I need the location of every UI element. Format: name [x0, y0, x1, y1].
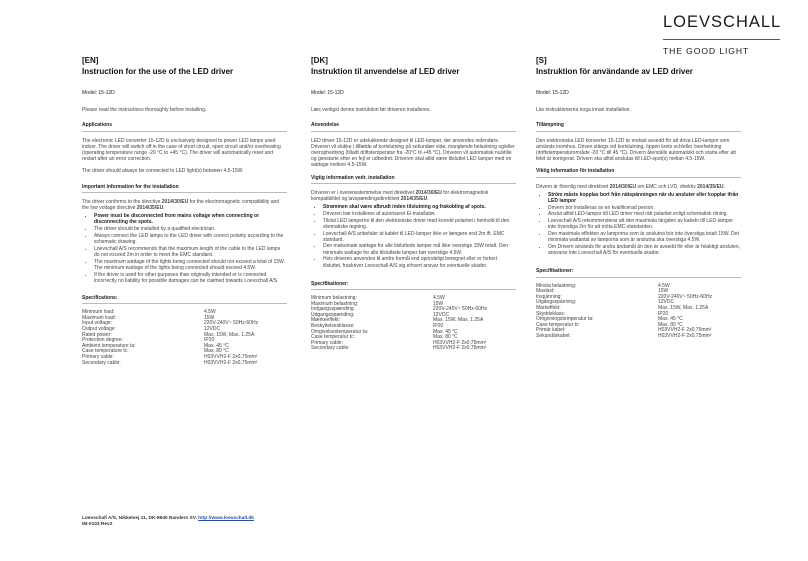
- directive-text: Drivern är förenlig med direktivet 2014/30/EU om EMC och LVD, direktiv 2014/35/EU.: [536, 183, 725, 190]
- language-code: [EN]: [82, 56, 99, 65]
- table-row: Primary cable: H03VVH2-F 2x0,75mm²: [311, 339, 487, 346]
- divider: [536, 177, 741, 178]
- table-row: Maximum belastning: 15W: [311, 300, 444, 307]
- table-row: Minimum belastning: 4.5W: [311, 294, 445, 301]
- model-number: Model: 15-12D: [82, 90, 115, 96]
- column-dk: [311, 56, 516, 352]
- divider: [82, 131, 287, 132]
- list-item: • Power must be disconnected from mains voltage when connecting or disconnecting the spots.: [94, 213, 287, 225]
- applications-heading: Applications: [82, 122, 113, 129]
- table-row: Minimum load: 4.5W: [82, 309, 216, 316]
- table-row: Inspänning: 220V-240V~ 50Hz-60Hz: [536, 293, 713, 300]
- specifications-table: [536, 284, 712, 340]
- table-row: Primary cable: H03VVH2-F 2x0,75mm²: [82, 353, 258, 360]
- specifications-heading: Specifications:: [82, 294, 118, 301]
- specifications-table: [311, 296, 487, 352]
- list-item: • Loevschall A/S recommends that the maximum length of the cable to the LED lamps do not exceed 2m in order to meet the EMC standard.: [94, 246, 287, 258]
- divider: [82, 303, 287, 304]
- section-title: Instruktion til anvendelse af LED driver: [311, 67, 460, 76]
- list-item: • Loevschall A/S anbefaler at kablet til LED-lamper ikke er længere end 2m ift. EMC standard.: [323, 231, 516, 243]
- intro-text: Läs instruktionerna noga innan installation.: [536, 107, 631, 114]
- table-row: Secondary cable: H03VVH2-F 2x0,75mm²: [311, 345, 487, 352]
- language-code: [DK]: [311, 56, 328, 65]
- list-item: • Den maximala effekten av lamporna som är anslutna bör inte överstiga totalt 15W. Det minimala wattantal av lamporna som är anslutna ska överstiga 4.5W.: [548, 231, 741, 243]
- table-row: Output voltage: 12VDC: [82, 325, 221, 332]
- specifications-heading: Specifikationer:: [311, 280, 349, 287]
- table-row: Beskyttelsesklasse: IP20: [311, 322, 444, 329]
- list-item: • Om Drivern används för andra ändamål än den är avsedd för eller är felaktigt ansluten, ansvarar inte Loevschall A/S för eventuella skador.: [548, 244, 741, 256]
- table-row: Ambient temperature ta: Max. 45 °C: [82, 342, 229, 349]
- column-se: [536, 56, 741, 340]
- important-heading: Vigtig information vedr. installation: [311, 174, 395, 181]
- directive-text: The driver conforms to the directive 2014/30/EU for the electromagnetic compatibility and the low voltage directive 2014/35/EU.: [82, 198, 280, 212]
- list-item: • Anslut alltid LED-lampor till LED driver med rätt polaritet enligt schematisk ritning.: [548, 211, 741, 217]
- table-row: Protection degree: IP20: [82, 337, 215, 344]
- table-row: Märkeffekt: Max. 15W, Max. 1.25A: [536, 304, 709, 311]
- specifications-heading: Specifikationer:: [536, 268, 574, 275]
- brand-logo: [663, 13, 785, 56]
- divider: [82, 192, 287, 193]
- intro-text: Please read the instructions thoroughly before installing.: [82, 107, 207, 114]
- applications-text: LED driver 15-12D er udelukkende designet til LED-lamper, der anvendes indendørs. Driveren vil slukke i tilfælde af kortslutning på sekundær side, manglende belastning og/eller overophedning (tilladt driftstemperatur fra -20°C til +45 °C). Driveren vil automatisk nulstille og genstarte efter en fejl er udbedret. Driveren skal altid være tilsluttet LED lamper med en wattage mellem 4.5-15W.: [311, 137, 515, 169]
- instruction-list: [311, 204, 516, 269]
- list-item: • Always connect the LED lamps to the LED driver with correct polarity according to the schematic drawing.: [94, 233, 287, 245]
- model-number: Model: 15-12D: [311, 90, 344, 96]
- divider: [311, 183, 516, 184]
- applications-text: The electronic LED converter 15-12D is exclusively designed to power LED lamps used indoor. The driver will switch off in the case of short circuit, open circuit and/or overheating (operating temperature range -20 °C to +45 °C). The driver will automatically reset and restart after an error correction.: [82, 137, 281, 163]
- table-row: Primär kabel: H03VVH2-F 2x0,75mm²: [536, 327, 712, 334]
- table-row: Maximum load: 15W: [82, 314, 215, 321]
- instruction-list: [536, 192, 741, 257]
- specifications-table: [82, 310, 258, 366]
- list-item: • The maximum wattage of the lights being connected should not exceed a total of 15W. The minimum wattage of the lights being connected should exceed 4.5W.: [94, 259, 287, 271]
- list-item: • The driver should be installed by a qualified electrician.: [94, 226, 287, 232]
- footer-address: Loevschall A/S, Nikkelvej 11, DK-8940 Randers SV. http://www.loevschall.dk: [82, 516, 254, 521]
- table-row: Case temperatur tc: Max. 80 °C: [311, 334, 458, 341]
- table-row: Case temperatur tc: Max. 80 °C: [536, 321, 683, 328]
- list-item: • Strømmen skal være afbrudt inden tilslutning og frakobling af spots.: [323, 204, 516, 210]
- important-heading: Viktig information för installation: [536, 168, 615, 175]
- list-item: • Hvis driveren anvendes til andre formål end oprindeligt beregnet eller er forkert tilsluttet, fraskriver Loevschall A/S sig ethvert ansvar for eventuelle skader.: [323, 256, 516, 268]
- divider: [311, 289, 516, 290]
- intro-text: Læs venligst denne instruktion før driveren installeres.: [311, 107, 431, 114]
- brand-tagline: THE GOOD LIGHT: [663, 46, 750, 56]
- table-row: Input voltage: 220V-240V~ 50Hz-60Hz: [82, 320, 259, 327]
- directive-text: Driveren er i overensstemmelse med direktivet 2014/30/EU for elektromagnetisk kompatibilitet og lavspændingsdirektivet 2014/35/EU.: [311, 189, 489, 203]
- list-item: • Driveren bør installeres af autoriseret El-installatør.: [323, 211, 516, 217]
- applications-text: Den elektroniska LED konverter 15-12D är endast avsedd för att driva LED-lampor som används inomhus. Driven stängs vid kortslutning, öppen krets och/eller överhettning (driftstemperaturområde -20 °C till 45 °C). Drivern återställs automatiskt och starta efter att felet är korrigerat. Drivern ska alltid anslutas till LED-spot(s) mellan 4.5-15W.: [536, 137, 736, 163]
- divider: [536, 277, 741, 278]
- divider: [536, 131, 741, 132]
- divider: [311, 131, 516, 132]
- list-item: • Den maksimale wattage for alle tilsluttede lamper må ikke overstige 15W totalt. Den minimale wattage for alle tilsluttede lamper bør overstige 4.5W.: [323, 243, 516, 255]
- table-row: Skyddsklass: IP20: [536, 310, 669, 317]
- table-row: Utgångsspänning: 12VDC: [536, 299, 675, 306]
- brand-name: LOEVSCHALL: [663, 13, 782, 31]
- table-row: Indgangsspænding: 220V-240V~ 50Hz-60Hz: [311, 306, 488, 313]
- table-row: Secondary cable: H03VVH2-F 2x0,75mm²: [82, 359, 258, 366]
- list-item: • Ström måste kopplas bort från nätspänningen när du ansluter eller kopplar ifrån LED lampor: [548, 192, 741, 204]
- website-link[interactable]: http://www.loevschall.dk: [198, 516, 254, 521]
- list-item: • Tilslut LED lamperne til den elektroniske driver med korrekt polaritet i henhold til den skematiske tegning.: [323, 218, 516, 230]
- applications-heading: Tillämpning: [536, 122, 564, 129]
- applications-text-wattage: The driver should always be connected to LED light(s) between 4.5-15W.: [82, 168, 244, 175]
- table-row: Udgangsspænding: 12VDC: [311, 311, 450, 318]
- section-title: Instruction for the use of the LED driver: [82, 67, 234, 76]
- table-row: Omgivelsestemperatur ta: Max. 45 °C: [311, 328, 458, 335]
- column-en: [82, 56, 287, 366]
- document-code: IM-0103 Rev2: [82, 522, 113, 527]
- table-row: Case temperature tc: Max. 80 °C: [82, 348, 229, 355]
- logo-divider: [663, 39, 780, 40]
- table-row: Omgivningstemperatur ta: Max. 45 °C: [536, 316, 683, 323]
- table-row: Sekundärkabel: H03VVH2-F 2x0,75mm²: [536, 332, 712, 339]
- section-title: Instruktion för användande av LED driver: [536, 67, 693, 76]
- instruction-list: [82, 213, 287, 284]
- list-item: • Loevschall A/S rekommenderar att den maximala längden av kabeln till LED-lampor inte överstiga 2m för att möta EMC-standarden.: [548, 218, 741, 230]
- footer: [82, 516, 254, 528]
- table-row: Mærkeeffekt: Max. 15W, Max. 1.25A: [311, 317, 484, 324]
- table-row: Rated power: Max. 15W, Max. 1.25A: [82, 331, 255, 338]
- list-item: • If the driver is used for other purposes than originally intended or is connected incorrectly no liability for possible damages can be claimed towards Loevschall A/S.: [94, 272, 287, 284]
- table-row: Maxlast: 15W: [536, 288, 669, 295]
- list-item: • Drivern bör installeras av en kvalificerad person.: [548, 205, 741, 211]
- table-row: Minsta belastning: 4.5W: [536, 282, 670, 289]
- important-heading: Important information for the installation: [82, 183, 179, 190]
- applications-heading: Anvendelse: [311, 122, 340, 129]
- model-number: Model: 15-12D: [536, 90, 569, 96]
- language-code: [S]: [536, 56, 547, 65]
